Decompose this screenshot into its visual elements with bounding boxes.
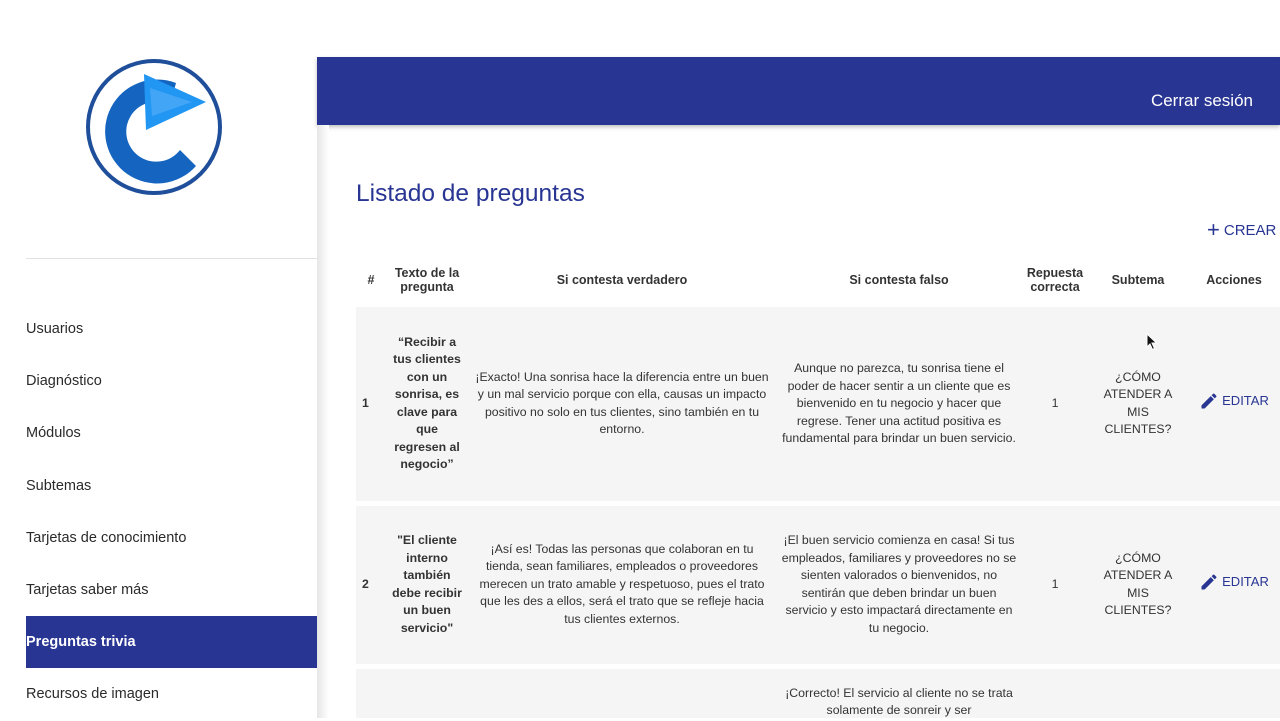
- row-number: [356, 666, 386, 718]
- edit-button[interactable]: [1199, 572, 1269, 592]
- row-number: 1: [362, 396, 369, 410]
- subtema-text: ¿CÓMO ATENDER A MIS CLIENTES?: [1103, 550, 1173, 617]
- table-row: [356, 307, 1280, 503]
- edit-button-label: EDITAR: [1222, 393, 1269, 409]
- mouse-pointer-icon: [1146, 333, 1158, 351]
- question-text: [386, 666, 468, 718]
- create-button-label: CREAR: [1223, 221, 1277, 239]
- edit-button-label: EDITAR: [1222, 574, 1269, 589]
- sidebar-item-usuarios[interactable]: [26, 303, 317, 355]
- logout-button[interactable]: Cerrar sesión: [1150, 91, 1253, 110]
- pencil-icon: [1199, 572, 1219, 592]
- column-header-question: Texto de la pregunta: [394, 266, 460, 294]
- column-header-subtema: Subtema: [1111, 273, 1165, 287]
- sidebar-item-tarjetas-conocimiento[interactable]: [26, 512, 317, 564]
- questions-table: [356, 253, 1280, 718]
- app-logo: [84, 58, 224, 196]
- sidebar-item-preguntas-trivia[interactable]: [26, 616, 317, 668]
- sidebar-item-modulos[interactable]: [26, 407, 317, 459]
- sidebar-item-subtemas[interactable]: [26, 460, 317, 512]
- sidebar: [0, 0, 317, 718]
- sidebar-item-tarjetas-saber-mas[interactable]: [26, 564, 317, 616]
- column-header-if-false: Si contesta falso: [849, 273, 949, 287]
- table-header-row: [356, 253, 1280, 307]
- content-shadow: [317, 125, 329, 718]
- question-text: “Recibir a tus clientes con un sonrisa, es clave para que regresen al negocio”: [393, 334, 461, 472]
- top-app-bar: [317, 57, 1280, 125]
- sidebar-item-label: Módulos: [26, 425, 81, 442]
- pencil-icon: [1199, 391, 1219, 411]
- correct-answer: 1: [1051, 576, 1059, 591]
- column-header-correct: Repuesta correcta: [1026, 266, 1084, 294]
- plus-icon: +: [1207, 217, 1220, 242]
- question-text: "El cliente interno también debe recibir un buen servicio": [392, 533, 462, 635]
- sidebar-item-label: Preguntas trivia: [26, 634, 136, 651]
- sidebar-item-diagnostico[interactable]: [26, 355, 317, 407]
- sidebar-item-label: Tarjetas de conocimiento: [26, 529, 187, 546]
- sidebar-item-label: Diagnóstico: [26, 373, 102, 390]
- if-false-text: ¡Correcto! El servicio al cliente no se trata solamente de sonreir y ser: [785, 685, 1013, 717]
- sidebar-nav: [26, 303, 317, 721]
- if-true-text: ¡Exacto! Una sonrisa hace la diferencia entre un buen y un mal servicio porque con ella, causas un impacto positivo no solo en tus clientes, sino también en tu entorno.: [475, 369, 769, 437]
- if-true-text: [468, 666, 776, 718]
- sidebar-item-label: Tarjetas saber más: [26, 582, 149, 599]
- sidebar-divider: [26, 258, 317, 259]
- table-row: [356, 503, 1280, 666]
- sidebar-item-label: Subtemas: [26, 477, 92, 494]
- sidebar-item-recursos-imagen[interactable]: [26, 668, 317, 720]
- column-header-actions: Acciones: [1206, 273, 1262, 287]
- main-content: [329, 125, 1280, 718]
- row-number: 2: [362, 576, 369, 591]
- correct-answer: 1: [1051, 396, 1059, 410]
- actions-cell: [1188, 666, 1280, 718]
- if-false-text: Aunque no parezca, tu sonrisa tiene el poder de hacer sentir a un cliente que es bienvenido en tu negocio y hacer que regrese. Tener una actitud positiva es fundamental para brindar un buen servicio.: [782, 361, 1016, 445]
- table-row: [356, 666, 1280, 718]
- actions-cell: [1188, 307, 1280, 503]
- actions-cell: [1188, 503, 1280, 666]
- column-header-if-true: Si contesta verdadero: [556, 273, 688, 287]
- if-false-text: ¡El buen servicio comienza en casa! Si tus empleados, familiares y proveedores no se sienten valorados o bienvenidos, no sentirán que deben brindar un buen servicio y esto impactará directamente en tu negocio.: [781, 533, 1017, 635]
- subtema-text: [1088, 666, 1188, 718]
- sidebar-item-label: Usuarios: [26, 321, 84, 338]
- edit-button[interactable]: [1199, 391, 1269, 411]
- correct-answer: [1022, 666, 1088, 718]
- if-true-text: ¡Así es! Todas las personas que colaboran en tu tienda, sean familiares, empleados o proveedores merecen un trato amable y respetuoso, pues el trato que les des a ellos, será el trato que se refleje hacia tus clientes externos.: [479, 541, 765, 626]
- page-title: Listado de preguntas: [356, 180, 585, 207]
- create-button[interactable]: [1207, 219, 1276, 241]
- column-header-number: #: [367, 273, 375, 287]
- sidebar-item-label: Recursos de imagen: [26, 686, 159, 703]
- subtema-text: ¿CÓMO ATENDER A MIS CLIENTES?: [1103, 369, 1173, 437]
